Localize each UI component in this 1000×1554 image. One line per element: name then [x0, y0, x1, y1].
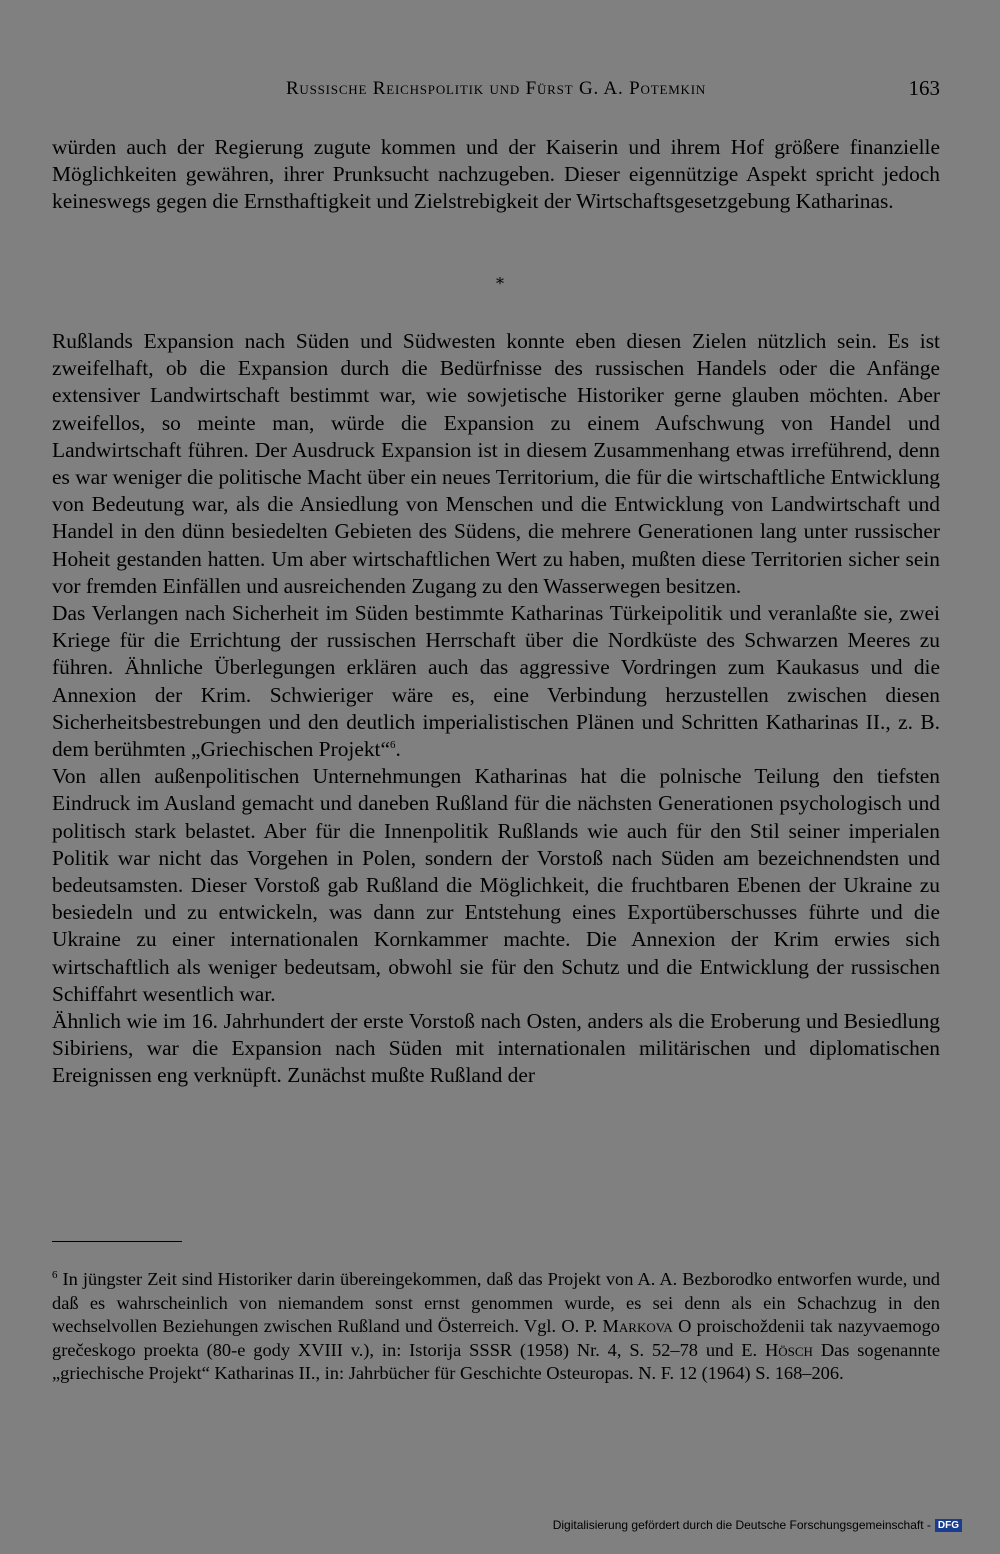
footnote-reference[interactable]: 6 [389, 738, 396, 751]
footnote-marker: 6 [52, 1268, 58, 1281]
paragraph [52, 600, 940, 763]
footnote-text-part: In jüngster Zeit sind Historiker darin übereingekommen, daß das Projekt von A. A. Bezborodko entworfen wurde, und daß es wahrscheinlich von niemandem sonst ernst genommen wurde, es sei denn als ein Schachzug in den wechselvollen Beziehungen zwischen Rußland und Österreich. Vgl. O. P. [52, 1269, 940, 1337]
footnote-author: Markova [602, 1316, 673, 1337]
dfg-logo: DFG [935, 1519, 962, 1532]
running-title: Russische Reichspolitik und Fürst G. A. Potemkin [285, 78, 707, 99]
paragraph: Von allen außenpolitischen Unternehmungen Katharinas hat die polnische Teilung den tiefsten Eindruck im Ausland gemacht und daneben Rußland für die nächsten Generationen psychologisch und politisch stark belastet. Aber für die Innenpolitik Rußlands wie auch für den Stil seiner imperialen Politik war nicht das Vorgehen in Polen, sondern der Vorstoß nach Süden am bezeichnendsten und bedeutsamsten. Dieser Vorstoß gab Rußland die Möglichkeit, die fruchtbaren Ebenen der Ukraine zu besiedeln und zu entwickeln, was dann zur Entstehung eines Exportüberschusses führte und die Ukraine zu einer internationalen Kornkammer machte. Die Annexion der Krim erwies sich wirtschaftlich als weniger bedeutsam, obwohl sie für den Schutz und die Entwicklung der russischen Schiffahrt wesentlich war. [52, 764, 940, 1006]
page-number: 163 [908, 76, 940, 100]
footnote-reference-trailer: . [395, 737, 401, 762]
credit-text: Digitalisierung gefördert durch die Deutsche Forschungsgemeinschaft - [552, 1518, 931, 1532]
footnote-text-part: Das sogenannte „griechische Projekt“ Katharinas II., in: Jahrbücher für Geschichte Osteuropas. N. F. 12 (1964) S. 168–206. [52, 1339, 941, 1384]
footnote-text [52, 1268, 940, 1386]
continued-paragraph-block [52, 134, 940, 216]
paragraph: Rußlands Expansion nach Süden und Südwesten konnte eben diesen Zielen nützlich sein. Es ist zweifelhaft, ob die Expansion durch die Bedürfnisse des russischen Handels oder die Anfänge extensiver Landwirtschaft bestimmt war, wie sowjetische Historiker gerne glauben möchten. Aber zweifellos, so meinte man, würde die Expansion zu einem Aufschwung von Handel und Landwirtschaft führen. Der Ausdruck Expansion ist in diesem Zusammenhang etwas irreführend, denn es war weniger die politische Macht über ein neues Territorium, die für die wirtschaftliche Entwicklung von Bedeutung war, als die Ansiedlung von Menschen und die Entwicklung von Landwirtschaft und Handel in den dünn besiedelten Gebieten des Südens, die mehrere Generationen lang unter russischer Hoheit gestanden hatten. Um aber wirtschaftlichen Wert zu haben, mußten diese Territorien sicher sein vor fremden Einfällen und ausreichenden Zugang zu den Wasserwegen besitzen. [52, 329, 940, 598]
footnote-divider [52, 1241, 182, 1242]
footnote-author: Hösch [764, 1339, 813, 1360]
footnote [52, 1268, 940, 1386]
paragraph-text: Das Verlangen nach Sicherheit im Süden bestimmte Katharinas Türkeipolitik und veranlaßte sie, zwei Kriege für die Errichtung der russischen Herrschaft über die Nordküste des Schwarzen Meeres zu führen. Ähnliche Überlegungen erklären auch das aggressive Vordringen zum Kaukasus und die Annexion der Krim. Schwieriger wäre es, eine Verbindung herzustellen zwischen diesen Sicherheitsbestrebungen und den deutlich imperialistischen Plänen und Schritten Katharinas II., z. B. dem berühmten „Griechischen Projekt“ [52, 601, 940, 762]
footnote-text-part: O proischoždenii tak nazyvaemogo grečeskogo proekta (80-e gody XVIII v.), in: Istorija SSSR (1958) Nr. 4, S. 52–78 und E. [52, 1316, 940, 1360]
paragraph: würden auch der Regierung zugute kommen und der Kaiserin und ihrem Hof größere finanzielle Möglichkeiten gewähren, ihrer Prunksucht nachzugeben. Dieser eigennützige Aspekt spricht jedoch keineswegs gegen die Ernsthaftigkeit und Zielstrebigkeit der Wirtschaftsgesetzgebung Katharinas. [52, 135, 940, 214]
page-header [52, 78, 940, 108]
main-text [52, 328, 940, 1090]
digitization-credit [553, 1518, 962, 1532]
paragraph: Ähnlich wie im 16. Jahrhundert der erste Vorstoß nach Osten, anders als die Eroberung und Besiedlung Sibiriens, war die Expansion nach Süden mit internationalen militärischen und diplomatischen Ereignissen eng verknüpft. Zunächst mußte Rußland der [52, 1009, 940, 1088]
section-separator: * [496, 274, 504, 293]
